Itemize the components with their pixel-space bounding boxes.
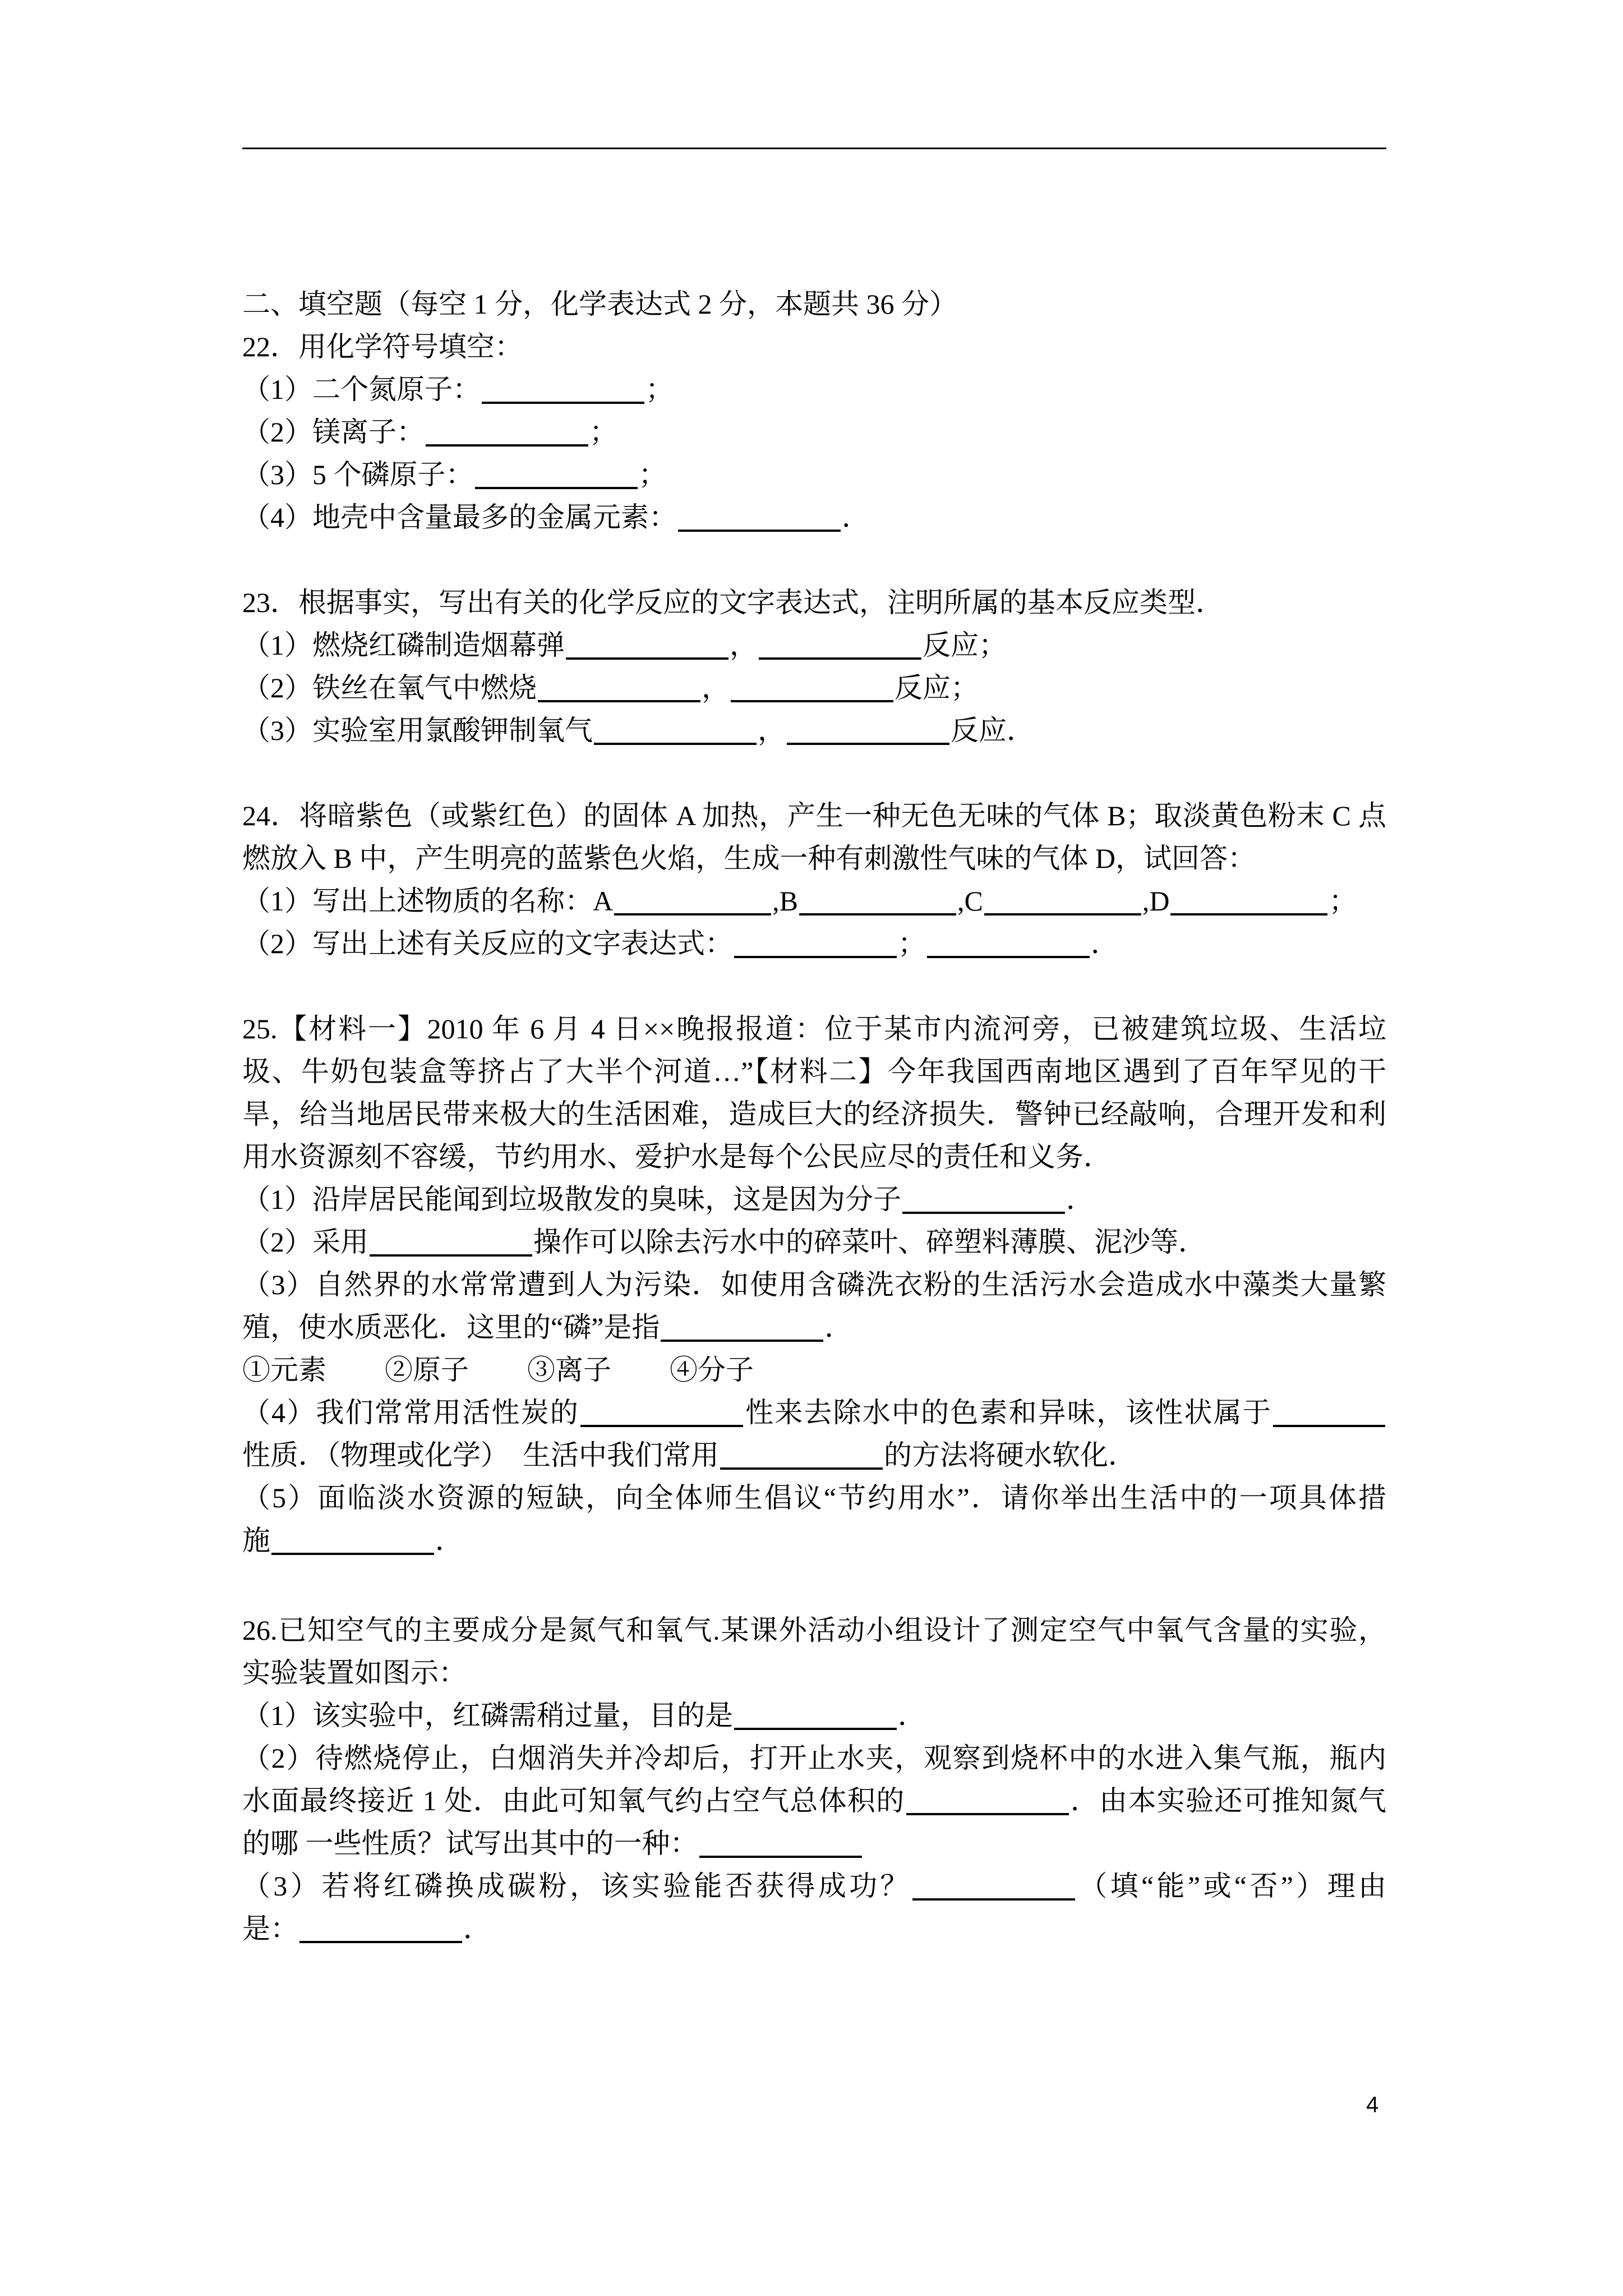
- item-text: ，: [730, 629, 758, 661]
- item-text: （2）镁离子：: [242, 416, 425, 448]
- answer-blank: [580, 1425, 743, 1427]
- q22-stem: 22．用化学符号填空：: [242, 331, 523, 362]
- q25-material-line-1: 25.【材料一】2010 年 6 月 4 日××晚报报道：位于某市内流河旁，已被建筑垃圾、生活垃: [242, 1013, 1386, 1045]
- q22-item-4: [242, 496, 1386, 539]
- q26-stem-line-2: 实验装置如图示：: [242, 1657, 467, 1688]
- answer-blank: [984, 913, 1141, 915]
- item-text: ，: [702, 672, 730, 703]
- answer-blank: [720, 1467, 883, 1470]
- answer-blank: [538, 700, 700, 702]
- item-text: 水面最终接近 1 处．由此可知氧气约占空气总体积的: [242, 1785, 905, 1816]
- item-text: ,B: [772, 885, 798, 917]
- q26-item-3-line-2: [242, 1907, 1386, 1950]
- q25-material-line-3: 旱，给当地居民带来极大的生活困难，造成巨大的经济损失．警钟已经敲响，合理开发和利: [242, 1098, 1386, 1130]
- answer-blank: [734, 956, 897, 958]
- item-text: 性质．（物理或化学） 生活中我们常用: [242, 1439, 719, 1471]
- item-text: ．: [824, 1312, 853, 1343]
- item-text: 性来去除水中的色素和异味，该性状属于: [744, 1397, 1272, 1428]
- answer-blank: [699, 1856, 862, 1858]
- q25-material-line-2: 圾、牛奶包装盒等挤占了大半个河道…”【材料二】今年我国西南地区遇到了百年罕见的干: [242, 1056, 1386, 1087]
- item-text: （4）我们常常用活性炭的: [242, 1397, 579, 1428]
- paragraph-gap: [242, 965, 1386, 1007]
- item-text: ；: [1329, 885, 1357, 917]
- answer-blank: [482, 402, 644, 404]
- page-number: 4: [1366, 2092, 1379, 2117]
- q24-stem-line-2: 燃放入 B 中，产生明亮的蓝紫色火焰，生成一种有刺激性气味的气体 D，试回答：: [242, 843, 1256, 874]
- answer-blank: [661, 1340, 823, 1342]
- paragraph-gap: [242, 1562, 1386, 1609]
- item-text: ；: [638, 459, 667, 490]
- answer-blank: [759, 657, 921, 660]
- item-text: （填“能”或“否”）理由: [1076, 1870, 1386, 1902]
- section-title: 二、填空题（每空 1 分，化学表达式 2 分，本题共 36 分）: [242, 288, 957, 320]
- item-text: （1）写出上述物质的名称：A: [242, 885, 614, 917]
- answer-blank: [902, 1212, 1065, 1214]
- item-text: 反应．: [951, 715, 1035, 746]
- q22-item-2: [242, 411, 1386, 453]
- paragraph-gap: [242, 752, 1386, 794]
- q25-material-line-4: 用水资源刻不容缓，节约用水、爱护水是每个公民应尽的责任和义务．: [242, 1141, 1112, 1172]
- item-text: ．: [898, 1700, 926, 1731]
- item-text: （1）该实验中，红磷需稍过量，目的是: [242, 1700, 733, 1731]
- q25-item-4-line-1: [242, 1391, 1386, 1434]
- answer-blank: [370, 1254, 532, 1257]
- q26-item-2-line-2: [242, 1779, 1386, 1822]
- q23-item-3: [242, 709, 1386, 752]
- answer-blank: [912, 1898, 1075, 1901]
- item-text: ．: [842, 501, 870, 533]
- item-text: ．: [1066, 1184, 1094, 1215]
- item-text: 反应；: [895, 672, 979, 703]
- item-text: 的方法将硬水软化．: [884, 1439, 1136, 1471]
- item-text: 殖，使水质恶化．这里的“磷”是指: [242, 1312, 660, 1343]
- answer-blank: [299, 1941, 462, 1943]
- exam-content: [242, 283, 1386, 1950]
- q25-item-5-line-1: （5）面临淡水资源的短缺，向全体师生倡议“节约用水”．请你举出生活中的一项具体措: [242, 1482, 1386, 1513]
- item-text: 的哪 一些性质？试写出其中的一种：: [242, 1828, 698, 1859]
- item-text: 施: [242, 1525, 270, 1556]
- option-item: ④分子: [670, 1354, 754, 1386]
- item-text: ．: [463, 1913, 491, 1944]
- item-text: ；: [898, 928, 926, 959]
- answer-blank: [426, 444, 588, 447]
- q23-stem: 23．根据事实，写出有关的化学反应的文字表达式，注明所属的基本反应类型．: [242, 587, 1224, 618]
- item-text: （2）采用: [242, 1226, 368, 1258]
- option-item: ②原子: [385, 1354, 469, 1386]
- answer-blank: [731, 700, 893, 702]
- answer-blank: [566, 657, 728, 660]
- answer-blank: [927, 956, 1090, 958]
- header-rule: [242, 148, 1386, 149]
- item-text: 操作可以除去污水中的碎菜叶、碎塑料薄膜、泥沙等．: [533, 1226, 1206, 1258]
- answer-blank: [734, 1728, 897, 1730]
- answer-blank: [271, 1553, 434, 1555]
- item-text: ，: [758, 715, 786, 746]
- item-text: ．: [1091, 928, 1119, 959]
- q25-item-3-line-2: [242, 1306, 1386, 1349]
- q26-item-2-line-1: （2）待燃烧停止，白烟消失并冷却后，打开止水夹，观察到烧杯中的水进入集气瓶，瓶内: [242, 1742, 1386, 1774]
- answer-blank: [614, 913, 771, 915]
- answer-blank: [1170, 913, 1327, 915]
- q24-item-2: [242, 922, 1386, 965]
- q25-item-5-line-2: [242, 1519, 1386, 1562]
- item-text: （3）实验室用氯酸钾制氧气: [242, 715, 593, 746]
- item-text: 是：: [242, 1913, 298, 1944]
- answer-blank: [906, 1813, 1069, 1815]
- item-text: ．由本实验还可推知氮气: [1069, 1785, 1387, 1816]
- q25-item-1: [242, 1178, 1386, 1221]
- item-text: ,C: [957, 885, 983, 917]
- answer-blank: [594, 743, 757, 745]
- item-text: （3）5 个磷原子：: [242, 459, 474, 490]
- item-text: （4）地壳中含量最多的金属元素：: [242, 501, 677, 533]
- q23-item-2: [242, 666, 1386, 709]
- q25-item-4-line-2: [242, 1434, 1386, 1476]
- q26-item-2-line-3: [242, 1822, 1386, 1865]
- item-text: ；: [645, 374, 674, 405]
- q23-item-1: [242, 624, 1386, 666]
- option-item: ③离子: [527, 1354, 611, 1386]
- item-text: 反应；: [923, 629, 1007, 661]
- item-text: （1）燃烧红磷制造烟幕弹: [242, 629, 565, 661]
- answer-blank: [678, 530, 841, 532]
- answer-blank: [475, 487, 638, 489]
- option-item: ①元素: [242, 1354, 326, 1386]
- q26-item-3-line-1: [242, 1865, 1386, 1907]
- item-text: （1）沿岸居民能闻到垃圾散发的臭味，这是因为分子: [242, 1184, 901, 1215]
- q25-options: [242, 1349, 1386, 1391]
- paragraph-gap: [242, 539, 1386, 581]
- q26-stem-line-1: 26.已知空气的主要成分是氮气和氧气.某课外活动小组设计了测定空气中氧气含量的实验，: [242, 1614, 1386, 1646]
- q26-item-1: [242, 1694, 1386, 1737]
- answer-blank: [799, 913, 956, 915]
- item-text: （3）若将红磷换成碳粉，该实验能否获得成功？: [242, 1870, 911, 1902]
- item-text: （1）二个氮原子：: [242, 374, 481, 405]
- q22-item-3: [242, 453, 1386, 496]
- q22-item-1: [242, 368, 1386, 411]
- item-text: （2）写出上述有关反应的文字表达式：: [242, 928, 733, 959]
- answer-blank: [1273, 1425, 1385, 1427]
- answer-blank: [787, 743, 949, 745]
- item-text: ,D: [1142, 885, 1170, 917]
- q24-item-1: [242, 880, 1386, 922]
- q25-item-2: [242, 1221, 1386, 1263]
- item-text: ．: [435, 1525, 463, 1556]
- item-text: （2）铁丝在氧气中燃烧: [242, 672, 537, 703]
- q25-item-3-line-1: （3）自然界的水常常遭到人为污染．如使用含磷洗衣粉的生活污水会造成水中藻类大量繁: [242, 1269, 1386, 1300]
- item-text: ；: [589, 416, 617, 448]
- q24-stem-line-1: 24．将暗紫色（或紫红色）的固体 A 加热，产生一种无色无味的气体 B；取淡黄色粉末 C 点: [242, 800, 1386, 831]
